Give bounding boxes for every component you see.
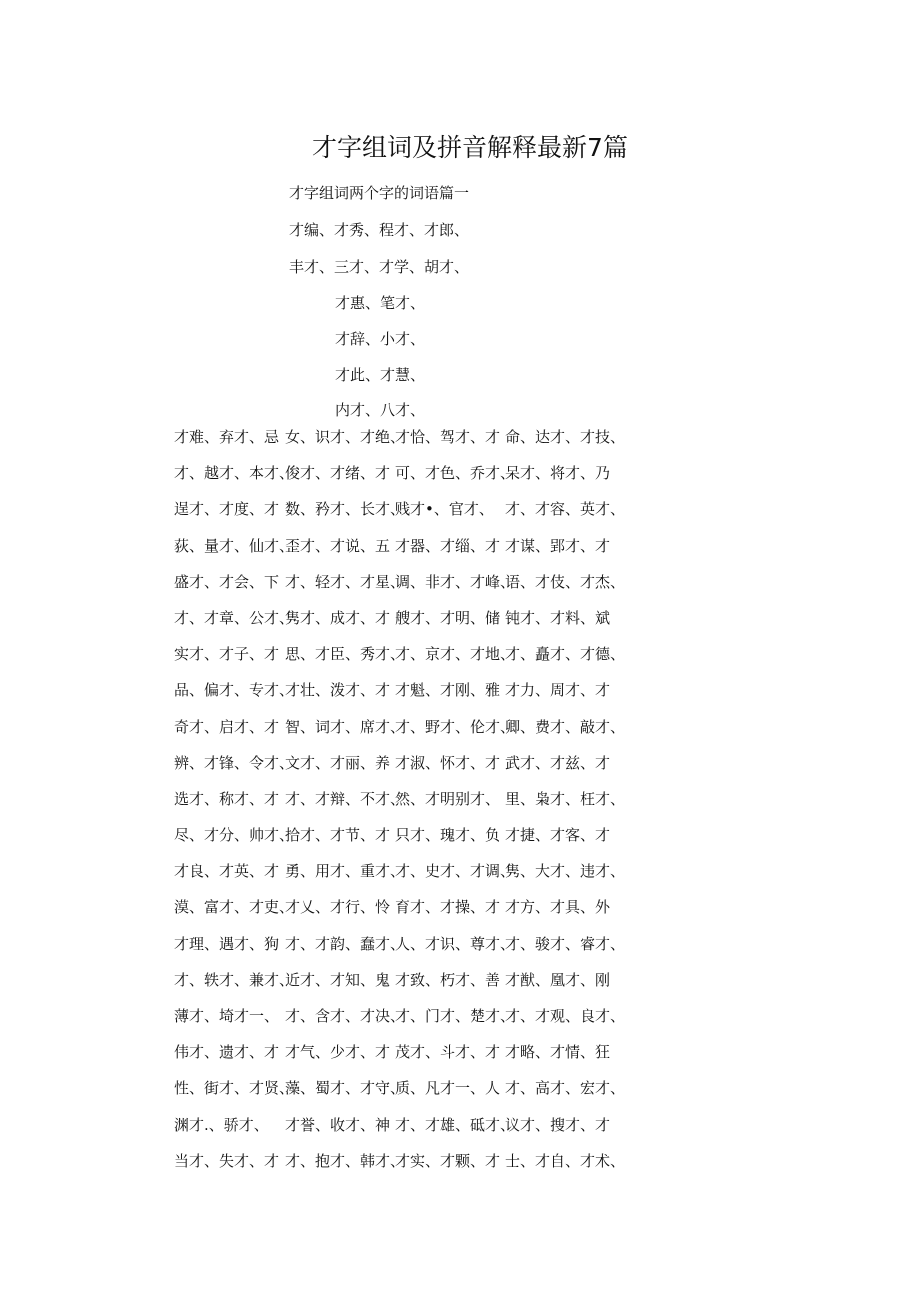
grid-cell: 才、轶才、兼才、	[174, 970, 295, 989]
grid-cell: 才恰、驾才、才	[395, 428, 501, 446]
grid-cell: 才、矗才、才德、	[505, 645, 626, 664]
grid-cell: 才、才雄、砥才、	[395, 1115, 516, 1134]
grid-cell: 语、才伎、才杰、	[505, 572, 626, 591]
grid-cell: 才、骏才、睿才、	[505, 934, 626, 953]
grid-cell: 才、史才、才调、	[395, 862, 516, 881]
grid-cell: 才难、弃才、忌	[174, 428, 280, 446]
grid-cell: 尽、才分、帅才、	[174, 826, 295, 845]
grid-cell: 才壮、泼才、才	[285, 681, 391, 700]
grid-cell: 命、达才、才技、	[505, 428, 626, 446]
grid-cell: 可、才色、乔才、	[395, 464, 516, 483]
grid-cell: 俊才、才绪、才	[285, 464, 391, 483]
grid-cell: 才、才容、英才、	[505, 500, 626, 519]
grid-cell: 当才、失才、才	[174, 1151, 280, 1170]
word-line: 才惠、笔才、	[335, 294, 426, 312]
grid-cell: 实才、才子、才	[174, 645, 280, 664]
grid-cell: 数、矜才、长才、	[285, 500, 406, 519]
word-line: 内才、八才、	[335, 401, 426, 419]
grid-cell: 艘才、才明、储	[395, 608, 501, 627]
grid-cell: 才捷、才客、才	[505, 826, 611, 845]
grid-cell: 才、高才、宏才、	[505, 1079, 626, 1098]
grid-cell: 思、才臣、秀才、	[285, 645, 406, 664]
grid-cell: 卿、费才、敲才、	[505, 717, 626, 736]
grid-cell: 盛才、才会、下	[174, 572, 280, 591]
document-title: 才字组词及拼音解释最新7篇	[312, 133, 628, 162]
grid-cell: 才器、才缁、才	[395, 536, 501, 555]
grid-cell: 钝才、才料、斌	[505, 608, 611, 627]
grid-cell: 拾才、才节、才	[285, 826, 391, 845]
grid-cell: 才良、才英、才	[174, 862, 280, 881]
grid-cell: 女、识才、才绝、	[285, 428, 406, 446]
grid-cell: 才、含才、才决、	[285, 1007, 406, 1025]
grid-cell: 才实、才颗、才	[395, 1151, 501, 1170]
grid-cell: 里、枭才、枉才、	[505, 789, 626, 808]
grid-cell: 只才、瑰才、负	[395, 826, 501, 845]
grid-cell: 才、才章、公才、	[174, 608, 295, 627]
grid-cell: 伟才、遗才、才	[174, 1043, 280, 1062]
grid-cell: 荻、量才、仙才、	[174, 536, 295, 555]
grid-cell: 才猷、凰才、刚	[505, 970, 611, 989]
grid-cell: 呆才、将才、乃	[505, 464, 611, 483]
grid-cell: 才魁、才刚、雅	[395, 681, 501, 700]
grid-cell: 才方、才具、外	[505, 898, 611, 917]
grid-cell: 才气、少才、才	[285, 1043, 391, 1062]
grid-cell: 才谋、郢才、才	[505, 536, 611, 555]
grid-cell: 贱才•、官才、	[395, 500, 494, 519]
word-line: 丰才、三才、才学、胡才、	[289, 258, 470, 276]
grid-cell: 近才、才知、鬼	[285, 970, 391, 989]
grid-cell: 品、偏才、专才、	[174, 681, 295, 700]
grid-cell: 才、门才、楚才、	[395, 1007, 516, 1025]
grid-cell: 才略、才情、狂	[505, 1043, 611, 1062]
grid-cell: 然、才明别才、	[395, 789, 501, 808]
grid-cell: 才誉、收才、神	[285, 1115, 391, 1134]
grid-cell: 才、才辩、不才、	[285, 789, 406, 808]
grid-cell: 勇、用才、重才、	[285, 862, 406, 881]
grid-cell: 才、越才、本才、	[174, 464, 295, 483]
grid-cell: 才淑、怀才、才	[395, 753, 501, 772]
grid-cell: 辨、才锋、令才、	[174, 753, 295, 772]
grid-cell: 才力、周才、才	[505, 681, 611, 700]
grid-cell: 才乂、才行、怜	[285, 898, 391, 917]
grid-cell: 质、凡才一、人	[395, 1079, 501, 1098]
grid-cell: 士、才自、才术、	[505, 1151, 626, 1170]
grid-cell: 才、才韵、蠢才、	[285, 934, 406, 953]
grid-cell: 隽、大才、违才、	[505, 862, 626, 881]
grid-cell: 才、野才、伦才、	[395, 717, 516, 736]
grid-cell: 文才、才丽、养	[285, 753, 391, 772]
grid-cell: 才致、朽才、善	[395, 970, 501, 989]
grid-cell: 才、轻才、才星、	[285, 572, 406, 591]
grid-cell: 歪才、才说、五	[285, 536, 391, 555]
grid-cell: 选才、称才、才	[174, 789, 280, 808]
grid-cell: 隽才、成才、才	[285, 608, 391, 627]
word-line: 才此、才慧、	[335, 366, 426, 384]
grid-cell: 薄才、埼才一、	[174, 1007, 280, 1025]
grid-cell: 才、才观、良才、	[505, 1007, 626, 1025]
word-line: 才编、才秀、程才、才郎、	[289, 221, 470, 239]
grid-cell: 议才、搜才、才	[505, 1115, 611, 1134]
word-line: 才辞、小才、	[335, 330, 426, 348]
grid-cell: 人、才识、尊才、	[395, 934, 516, 953]
grid-cell: 藻、蜀才、才守、	[285, 1079, 406, 1098]
grid-cell: 才、京才、才地、	[395, 645, 516, 664]
grid-cell: 逞才、才度、才	[174, 500, 280, 519]
grid-cell: 才、抱才、韩才、	[285, 1151, 406, 1170]
grid-cell: 才理、遇才、狗	[174, 934, 280, 953]
grid-cell: 育才、才操、才	[395, 898, 501, 917]
grid-cell: 渊才.、骄才、	[174, 1115, 269, 1134]
grid-cell: 奇才、启才、才	[174, 717, 280, 736]
grid-cell: 漠、富才、才吏、	[174, 898, 295, 917]
grid-cell: 智、词才、席才、	[285, 717, 406, 736]
grid-cell: 武才、才兹、才	[505, 753, 611, 772]
grid-cell: 调、非才、才峰、	[395, 572, 516, 591]
grid-cell: 性、街才、才贤、	[174, 1079, 295, 1098]
section-heading: 才字组词两个字的词语篇一	[289, 184, 470, 202]
grid-cell: 茂才、斗才、才	[395, 1043, 501, 1062]
